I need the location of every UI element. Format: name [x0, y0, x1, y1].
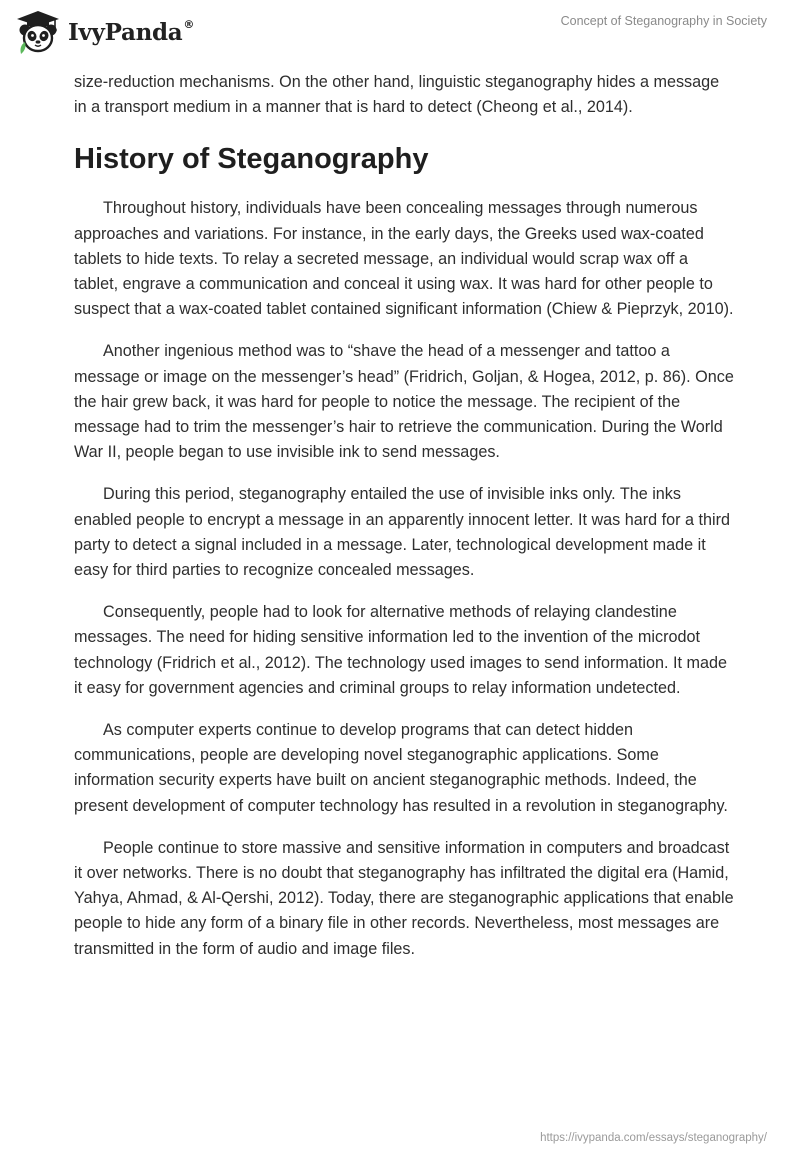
logo-wordmark: IvyPanda: [68, 18, 183, 46]
paragraph-4: Consequently, people had to look for alternative methods of relaying clandestine messages. The need for hiding sensitive information led to the invention of the microdot technology (Fridrich et al., 2012). The technology used images to send information. It made it easy for government agencies and criminal groups to relay information undetected.: [74, 603, 727, 697]
document-title: Concept of Steganography in Society: [560, 14, 767, 28]
registered-mark: ®: [183, 17, 195, 31]
essay-body: [74, 70, 734, 962]
panda-graduate-icon: [14, 8, 62, 56]
logo-text: [68, 19, 194, 46]
section-heading: History of Steganography: [74, 143, 429, 176]
intro-paragraph: size-reduction mechanisms. On the other hand, linguistic steganography hides a message in a transport medium in a manner that is hard to detect (Cheong et al., 2014).: [74, 73, 720, 117]
paragraph-2: Another ingenious method was to “shave the head of a messenger and tattoo a message or image on the messenger’s head” (Fridrich, Goljan, & Hogea, 2012, p. 86). Once the hair grew back, it was hard for people to notice the message. The recipient of the message had to trim the messenger’s hair to retrieve the communication. During the World War II, people began to use invisible ink to send messages.: [74, 342, 734, 462]
footer-url[interactable]: https://ivypanda.com/essays/steganography/: [540, 1132, 767, 1144]
paragraph-5: As computer experts continue to develop programs that can detect hidden communications, people are developing novel steganographic applications. Some information security experts have built on ancient steganographic methods. Indeed, the present development of computer technology has resulted in a revolution in steganography.: [74, 721, 728, 815]
ivypanda-logo[interactable]: [14, 8, 194, 56]
page-header: [0, 0, 800, 70]
paragraph-6: People continue to store massive and sensitive information in computers and broadcast it over networks. There is no doubt that steganography has infiltrated the digital era (Hamid, Yahya, Ahmad, & Al-Qershi, 2012). Today, there are steganographic applications that enable people to hide any form of a binary file in other records. Nevertheless, most messages are transmitted in the form of audio and image files.: [74, 838, 734, 958]
paragraph-1: Throughout history, individuals have been concealing messages through numerous approaches and variations. For instance, in the early days, the Greeks used wax-coated tablets to hide texts. To relay a secreted message, an individual would scrap wax off a tablet, engrave a communication and conceal it using wax. It was hard for other people to suspect that a wax-coated tablet contained significant information (Chiew & Pieprzyk, 2010).: [74, 199, 734, 319]
paragraph-3: During this period, steganography entailed the use of invisible inks only. The inks enabled people to encrypt a message in an apparently innocent letter. It was hard for a third party to detect a signal included in a message. Later, technological development made it easy for third parties to recognize concealed messages.: [74, 485, 731, 580]
